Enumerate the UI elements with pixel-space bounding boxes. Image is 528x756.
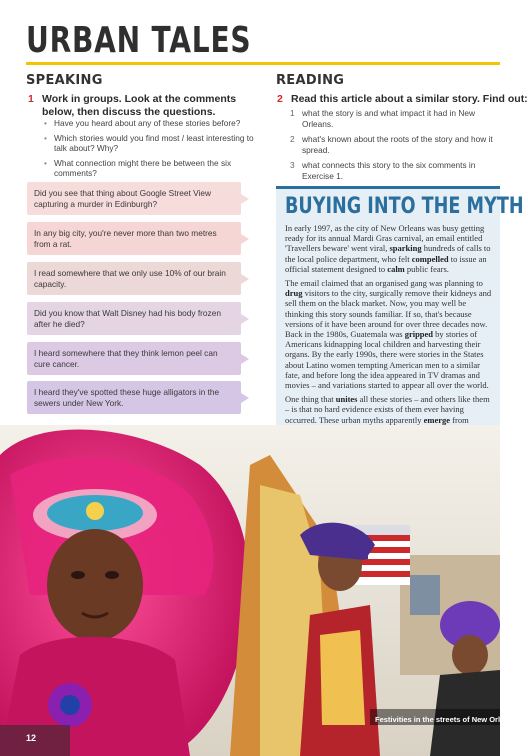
comment-bubble	[27, 302, 241, 335]
festival-photo	[0, 425, 500, 756]
comment-text: I heard somewhere that they think lemon peel can cure cancer.	[34, 348, 218, 369]
comment-text: I read somewhere that we only use 10% of our brain capacity.	[34, 268, 226, 289]
task-instruction: Work in groups. Look at the comments below, then discuss the questions.	[42, 93, 237, 118]
discussion-questions	[44, 118, 254, 183]
comment-text: Did you know that Walt Disney had his body frozen after he died?	[34, 308, 221, 329]
comment-text: Did you see that thing about Google Street View capturing a murder in Edinburgh?	[34, 188, 211, 209]
bullet-icon: •	[44, 118, 47, 128]
article-text: to issue an official statement designed to	[285, 253, 487, 274]
comment-bubble	[27, 342, 241, 375]
bullet-icon: •	[44, 132, 47, 143]
comment-bubble	[27, 381, 241, 414]
vocabulary-word: sparking	[389, 243, 422, 254]
article-title: BUYING INTO THE MYTH	[285, 194, 524, 219]
article-text: In early 1997, as the city of New Orleans was busy getting ready for its annual Mardi Gras carnival, an email entitled 'Travellers beware' went viral,	[285, 223, 485, 254]
list-item	[44, 158, 254, 179]
bullet-icon: •	[44, 157, 47, 168]
question-text: What connection might there be between the six comments?	[54, 157, 232, 178]
list-item	[290, 134, 498, 155]
article-text: from	[452, 414, 469, 425]
item-number: 1	[290, 108, 295, 118]
reading-task	[277, 93, 528, 107]
list-item	[44, 133, 254, 154]
reading-questions	[290, 108, 498, 186]
festival-photo-illustration	[0, 425, 500, 756]
task-number: 2	[277, 93, 283, 105]
question-text: Have you heard about any of these stories before?	[54, 118, 241, 128]
comment-bubble	[27, 262, 241, 295]
item-number: 2	[290, 134, 295, 144]
vocabulary-word: unites	[335, 394, 358, 405]
article-text: The email claimed that an organised gang was planning to	[285, 278, 483, 289]
speaking-heading: SPEAKING	[26, 73, 103, 88]
article-text: public fears.	[404, 263, 449, 274]
question-text: Which stories would you find most / least interesting to talk about? Why?	[54, 132, 254, 153]
page-title: URBAN TALES	[26, 20, 252, 61]
article-text: all these stories – and others like them – is that no hard evidence exists of them ever having occurred. These urban myths apparently	[285, 394, 490, 425]
list-item	[44, 118, 254, 129]
task-number: 1	[28, 93, 34, 105]
comment-text: In any big city, you're never more than two metres from a rat.	[34, 228, 217, 249]
vocabulary-word: gripped	[404, 329, 434, 340]
photo-caption: Festivities in the streets of New Orleans	[375, 715, 518, 724]
article-text: by stories of Americans kidnapping local children and harvesting their organs. By the early 1990s, there were stories in the States about Latino women tempting American men to a similar fate, and before long the idea appeared in TV dramas and movies – and variations started to appear all over the world.	[285, 329, 489, 391]
article-body	[285, 223, 493, 459]
article-text: visitors to the city, surgically remove their kidneys and sell them on the black market. Now, you may well be thinking this story sounds familiar. If so, that's because versions of it have been around for over three decades now. Back in the 1980s, Guatemala was	[285, 288, 492, 340]
speaking-task	[28, 93, 253, 121]
reading-heading: READING	[276, 73, 345, 88]
item-text: what connects this story to the six comments in Exercise 1.	[302, 160, 476, 181]
task-instruction: Read this article about a similar story. Find out:	[291, 93, 528, 105]
vocabulary-word: drug	[285, 288, 303, 299]
page-number: 12	[26, 733, 37, 743]
item-text: what the story is and what impact it had in New Orleans.	[302, 108, 475, 129]
list-item	[290, 160, 498, 181]
vocabulary-word: emerge	[423, 414, 451, 425]
title-rule	[26, 62, 500, 65]
item-text: what's known about the roots of the story and how it spread.	[302, 134, 493, 155]
article-text: One thing that	[285, 394, 336, 405]
vocabulary-word: compelled	[411, 253, 449, 264]
comment-bubble	[27, 182, 241, 215]
vocabulary-word: calm	[387, 263, 405, 274]
comment-text: I heard they've spotted these huge alligators in the sewers under New York.	[34, 387, 220, 408]
article-paragraph	[285, 223, 493, 274]
article-text: hundreds of calls to the local police department, who felt	[285, 243, 491, 264]
list-item	[290, 108, 498, 129]
item-number: 3	[290, 160, 295, 170]
article-paragraph	[285, 278, 493, 390]
comment-bubble	[27, 222, 241, 255]
